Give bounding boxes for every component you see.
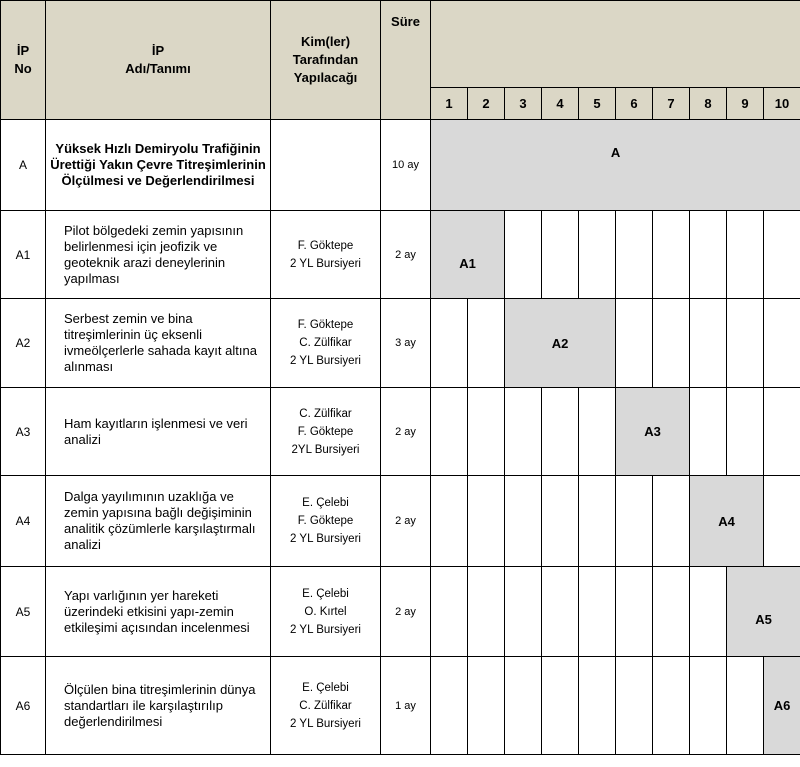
ip-responsible (271, 476, 381, 567)
ip-duration: 2 ay (381, 388, 431, 476)
responsible-person: E. Çelebi (302, 681, 349, 694)
ip-no: A4 (1, 476, 46, 567)
gantt-cell (468, 657, 505, 755)
gantt-cell (431, 388, 468, 476)
gantt-cell (764, 211, 800, 299)
header-duration: Süre (381, 1, 431, 120)
table-row (1, 388, 800, 476)
ip-no: A2 (1, 299, 46, 388)
gantt-cell (690, 388, 727, 476)
ip-name: Serbest zemin ve bina titreşimlerinin üç eksenli ivmeölçerlerle sahada kayıt altına alınması (46, 299, 271, 388)
responsible-person: 2 YL Bursiyeri (290, 533, 361, 545)
ip-duration: 1 ay (381, 657, 431, 755)
gantt-cell (468, 388, 505, 476)
gantt-cell (616, 567, 653, 657)
responsible-person: E. Çelebi (302, 497, 349, 509)
ip-name: Ölçülen bina titreşimlerinin dünya standartları ile karşılaştırılıp değerlendirilmesi (46, 657, 271, 755)
responsible-person: C. Zülfikar (299, 699, 352, 712)
responsible-person: 2 YL Bursiyeri (290, 355, 361, 367)
month-header-3: 3 (505, 88, 542, 120)
responsible-person: F. Göktepe (297, 425, 354, 438)
responsible-person: 2YL Bursiyeri (291, 443, 360, 456)
gantt-bar-a1: A1 (431, 211, 505, 299)
month-header-10: 10 (764, 88, 800, 120)
month-header-8: 8 (690, 88, 727, 120)
month-header-6: 6 (616, 88, 653, 120)
gantt-cell (653, 567, 690, 657)
ip-duration: 2 ay (381, 476, 431, 567)
gantt-cell (431, 657, 468, 755)
ip-name: Dalga yayılımının uzaklığa ve zemin yapısına bağlı değişiminin analitik çözümlerle karşılaştırmalı analizi (46, 476, 271, 567)
gantt-cell (653, 211, 690, 299)
gantt-cell (468, 476, 505, 567)
ip-no: A (1, 120, 46, 211)
gantt-cell (431, 567, 468, 657)
gantt-cell (505, 476, 542, 567)
gantt-cell (542, 657, 579, 755)
ip-name: Pilot bölgedeki zemin yapısının belirlenmesi için jeofizik ve geoteknik arazi deneylerinin yapılması (46, 211, 271, 299)
gantt-cell (505, 211, 542, 299)
responsible-person: E. Çelebi (302, 587, 349, 600)
table-row (1, 657, 800, 755)
header-months-span (431, 1, 800, 88)
gantt-bar-a4: A4 (690, 476, 764, 567)
responsible-person: O. Kırtel (304, 605, 347, 618)
gantt-cell (690, 299, 727, 388)
gantt-cell (579, 657, 616, 755)
ip-no: A3 (1, 388, 46, 476)
gantt-cell (690, 657, 727, 755)
gantt-cell (431, 476, 468, 567)
gantt-bar-a2: A2 (505, 299, 616, 388)
responsible-person: F. Göktepe (297, 319, 354, 331)
ip-responsible (271, 299, 381, 388)
gantt-cell (468, 567, 505, 657)
ip-responsible (271, 211, 381, 299)
gantt-cell (653, 657, 690, 755)
ip-duration: 10 ay (381, 120, 431, 211)
table-row (1, 299, 800, 388)
gantt-bar-a: A (431, 120, 800, 211)
ip-name: Yapı varlığının yer hareketi üzerindeki etkisini yapı-zemin etkileşimi açısından incelenmesi (46, 567, 271, 657)
gantt-cell (727, 657, 764, 755)
ip-responsible (271, 120, 381, 211)
gantt-cell (542, 211, 579, 299)
gantt-cell (616, 211, 653, 299)
month-header-7: 7 (653, 88, 690, 120)
gantt-cell (616, 299, 653, 388)
gantt-cell (579, 388, 616, 476)
ip-no: A5 (1, 567, 46, 657)
month-header-2: 2 (468, 88, 505, 120)
responsible-person: 2 YL Bursiyeri (290, 257, 361, 270)
gantt-cell (431, 299, 468, 388)
gantt-cell (764, 388, 800, 476)
responsible-person: C. Zülfikar (299, 337, 352, 349)
gantt-cell (764, 299, 800, 388)
ip-duration: 2 ay (381, 211, 431, 299)
gantt-cell (542, 567, 579, 657)
responsible-person: C. Zülfikar (299, 407, 352, 420)
gantt-cell (505, 388, 542, 476)
gantt-cell (727, 388, 764, 476)
gantt-cell (542, 388, 579, 476)
ip-responsible (271, 657, 381, 755)
gantt-cell (653, 476, 690, 567)
table-row (1, 567, 800, 657)
responsible-person: F. Göktepe (297, 515, 354, 527)
gantt-cell (653, 299, 690, 388)
ip-responsible (271, 567, 381, 657)
gantt-cell (579, 211, 616, 299)
ip-no: A6 (1, 657, 46, 755)
ip-duration: 3 ay (381, 299, 431, 388)
table-row (1, 211, 800, 299)
gantt-cell (579, 567, 616, 657)
gantt-cell (690, 211, 727, 299)
month-header-9: 9 (727, 88, 764, 120)
table-row (1, 476, 800, 567)
month-header-5: 5 (579, 88, 616, 120)
responsible-person: 2 YL Bursiyeri (290, 623, 361, 636)
responsible-person: 2 YL Bursiyeri (290, 717, 361, 730)
ip-duration: 2 ay (381, 567, 431, 657)
ip-no: A1 (1, 211, 46, 299)
gantt-cell (616, 657, 653, 755)
gantt-cell (764, 476, 800, 567)
gantt-cell (727, 299, 764, 388)
gantt-cell (690, 567, 727, 657)
gantt-cell (616, 476, 653, 567)
ip-responsible (271, 388, 381, 476)
header-ip-no: İP No (1, 1, 46, 120)
header-who: Kim(ler) Tarafından Yapılacağı (271, 1, 381, 120)
gantt-cell (579, 476, 616, 567)
gantt-cell (505, 657, 542, 755)
header-ip-name: İP Adı/Tanımı (46, 1, 271, 120)
gantt-bar-a3: A3 (616, 388, 690, 476)
month-header-4: 4 (542, 88, 579, 120)
gantt-cell (505, 567, 542, 657)
gantt-cell (468, 299, 505, 388)
ip-name: Ham kayıtların işlenmesi ve veri analizi (46, 388, 271, 476)
responsible-person: F. Göktepe (297, 239, 354, 252)
gantt-bar-a5: A5 (727, 567, 800, 657)
gantt-cell (727, 211, 764, 299)
table-row (1, 120, 800, 211)
ip-name: Yüksek Hızlı Demiryolu Trafiğinin Ürettiği Yakın Çevre Titreşimlerinin Ölçülmesi ve Değerlendirilmesi (46, 120, 271, 211)
month-header-1: 1 (431, 88, 468, 120)
gantt-cell (542, 476, 579, 567)
gantt-bar-a6: A6 (764, 657, 800, 755)
